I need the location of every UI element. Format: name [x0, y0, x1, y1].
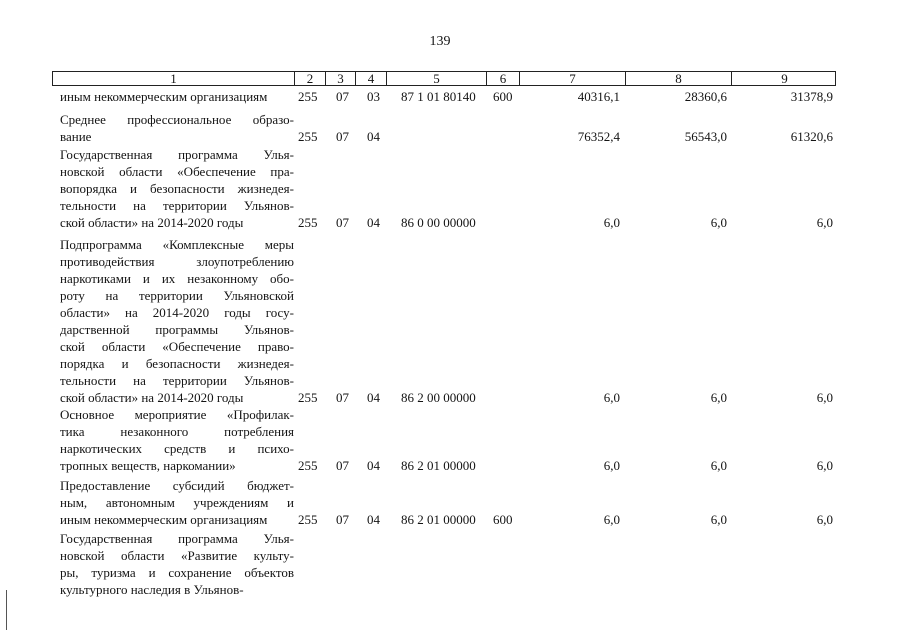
- cell-col-3: 07: [336, 89, 349, 104]
- cell-col-4: 04: [367, 390, 380, 405]
- cell-col-9: 6,0: [816, 215, 833, 230]
- cell-col-5: 87 1 01 80140: [401, 89, 476, 104]
- cell-col-8: 6,0: [710, 390, 727, 405]
- cell-col-3: 07: [336, 512, 349, 527]
- header-col-4: 4: [356, 72, 387, 85]
- cell-col-8: 6,0: [710, 458, 727, 473]
- header-col-2: 2: [295, 72, 326, 85]
- description-line: Среднее профессиональное образо-: [60, 112, 294, 127]
- description-line: культурного наследия в Ульянов-: [60, 582, 244, 597]
- cell-col-3: 07: [336, 390, 349, 405]
- cell-col-2: 255: [298, 458, 318, 473]
- cell-col-2: 255: [298, 89, 318, 104]
- row-description: [60, 88, 294, 105]
- description-line: области» на 2014-2020 годы госу-: [60, 305, 294, 320]
- description-line: тропных веществ, наркомании»: [60, 458, 236, 473]
- description-line: ры, туризма и сохранение объектов: [60, 565, 294, 580]
- row-description: [60, 111, 294, 145]
- description-line: вопорядка и безопасности жизнедея-: [60, 181, 294, 196]
- description-line: новской области «Обеспечение пра-: [60, 164, 294, 179]
- cell-col-5: 86 2 00 00000: [401, 390, 476, 405]
- cell-col-3: 07: [336, 215, 349, 230]
- cell-col-2: 255: [298, 129, 318, 144]
- description-line: новской области «Развитие культу-: [60, 548, 294, 563]
- cell-col-3: 07: [336, 458, 349, 473]
- cell-col-9: 6,0: [816, 512, 833, 527]
- cell-col-4: 04: [367, 129, 380, 144]
- description-line: тика незаконного потребления: [60, 424, 294, 439]
- cell-col-7: 76352,4: [577, 129, 620, 144]
- cell-col-6: 600: [493, 89, 513, 104]
- header-col-1: 1: [53, 72, 295, 85]
- description-line: дарственной программы Ульянов-: [60, 322, 294, 337]
- margin-mark: [6, 590, 7, 630]
- cell-col-4: 04: [367, 458, 380, 473]
- cell-col-8: 6,0: [710, 512, 727, 527]
- cell-col-9: 6,0: [816, 458, 833, 473]
- description-line: Основное мероприятие «Профилак-: [60, 407, 294, 422]
- cell-col-5: 86 0 00 00000: [401, 215, 476, 230]
- description-line: ской области» на 2014-2020 годы: [60, 215, 244, 230]
- description-line: Государственная программа Улья-: [60, 147, 294, 162]
- header-col-6: 6: [487, 72, 520, 85]
- header-col-9: 9: [781, 71, 788, 86]
- header-col-5: 5: [387, 72, 487, 85]
- header-col-7: 7: [520, 72, 626, 85]
- page-number: 139: [429, 34, 451, 49]
- row-description: [60, 406, 294, 474]
- row-description: [60, 477, 294, 528]
- cell-col-5: 86 2 01 00000: [401, 512, 476, 527]
- cell-col-9: 61320,6: [790, 129, 833, 144]
- cell-col-8: 28360,6: [684, 89, 727, 104]
- description-line: ным, автономным учреждениям и: [60, 495, 294, 510]
- cell-col-7: 6,0: [603, 458, 620, 473]
- description-line: наркотиками и их незаконному обо-: [60, 271, 294, 286]
- description-line: Предоставление субсидий бюджет-: [60, 478, 294, 493]
- description-line: тельности на территории Ульянов-: [60, 373, 294, 388]
- row-description: [60, 530, 294, 598]
- header-col-3: 3: [326, 72, 356, 85]
- cell-col-3: 07: [336, 129, 349, 144]
- description-line: иным некоммерческим организациям: [60, 512, 268, 527]
- cell-col-4: 03: [367, 89, 380, 104]
- description-line: Государственная программа Улья-: [60, 531, 294, 546]
- description-line: противодействия злоупотреблению: [60, 254, 294, 269]
- description-line: тельности на территории Ульянов-: [60, 198, 294, 213]
- description-line: Подпрограмма «Комплексные меры: [60, 237, 294, 252]
- cell-col-7: 6,0: [603, 390, 620, 405]
- description-line: наркотических средств и психо-: [60, 441, 294, 456]
- cell-col-9: 31378,9: [790, 89, 833, 104]
- cell-col-2: 255: [298, 512, 318, 527]
- description-line: вание: [60, 129, 92, 144]
- cell-col-2: 255: [298, 215, 318, 230]
- cell-col-4: 04: [367, 512, 380, 527]
- table-header: [52, 71, 836, 86]
- row-description: [60, 146, 294, 231]
- cell-col-9: 6,0: [816, 390, 833, 405]
- description-line: роту на территории Ульяновской: [60, 288, 294, 303]
- cell-col-5: 86 2 01 00000: [401, 458, 476, 473]
- header-col-8: 8: [626, 72, 732, 85]
- cell-col-2: 255: [298, 390, 318, 405]
- cell-col-7: 6,0: [603, 215, 620, 230]
- cell-col-7: 6,0: [603, 512, 620, 527]
- cell-col-8: 56543,0: [684, 129, 727, 144]
- cell-col-6: 600: [493, 512, 513, 527]
- description-line: ской области «Обеспечение право-: [60, 339, 294, 354]
- row-description: [60, 236, 294, 406]
- description-line: порядка и безопасности жизнедея-: [60, 356, 294, 371]
- description-line: ской области» на 2014-2020 годы: [60, 390, 244, 405]
- cell-col-8: 6,0: [710, 215, 727, 230]
- cell-col-7: 40316,1: [577, 89, 620, 104]
- cell-col-4: 04: [367, 215, 380, 230]
- description-line: иным некоммерческим организациям: [60, 89, 268, 104]
